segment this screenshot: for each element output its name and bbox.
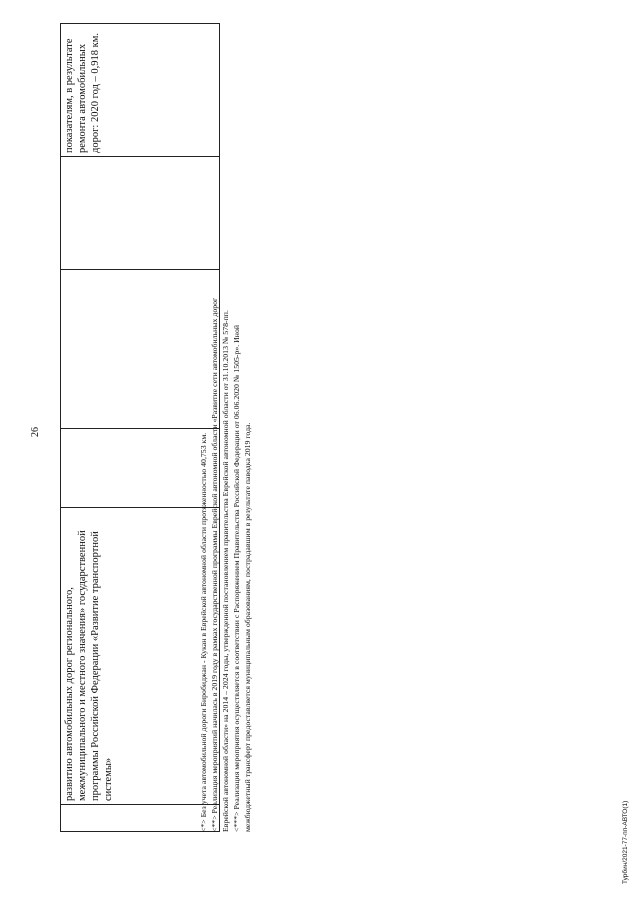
document-footer: Турбин/2021-77-пп-АВТО(1) <box>622 800 629 884</box>
table-cell-empty <box>61 429 220 508</box>
footnote-1: <*> Без учета автомобильной дороги Биробиджан - Кукан в Еврейской автономной области протяженностью 40,753 км. <box>199 432 208 832</box>
table-cell-empty <box>61 270 220 429</box>
table-row <box>61 24 220 832</box>
footnote-2: <**> Реализация мероприятий начилась в 2019 году в рамках государственной программы Еврейской автономной области «Развитие сети автомобильных дорог <box>210 297 219 832</box>
footnote-3: <***> Реализация мероприятия осуществляется в соответствии с Распоряжением Правительства Российской Федерации от 06.06.2020 № 1505-р». Иной <box>232 324 241 832</box>
program-table <box>60 23 220 832</box>
page-number: 26 <box>30 427 41 437</box>
table-cell-result <box>61 24 220 157</box>
footnote-2-cont: Еврейской автономной области» на 2014 – 2024 годы, утвержденной постановлением правительства Еврейской автономной области от 31.10.2013 № 578-пп. <box>221 310 230 832</box>
table-cell-empty <box>61 157 220 270</box>
footnote-3-cont: межбюджетный трансферт предоставляется муниципальным образованиям, пострадавшим в результате паводка 2019 года. <box>243 422 252 832</box>
rotated-table-container <box>60 32 220 832</box>
footnotes <box>198 132 253 832</box>
table-cell-description <box>61 508 220 805</box>
table-cell-empty <box>61 805 220 832</box>
description-text: развитию автомобильных дорог регионального, межмуниципального и местного значения» государственной программы Российской Федерации «Развитие транспортной системы» <box>64 530 114 801</box>
result-text: показателям, в результате ремонта автомобильных дорог: 2020 год – 0,918 км. <box>64 32 101 153</box>
